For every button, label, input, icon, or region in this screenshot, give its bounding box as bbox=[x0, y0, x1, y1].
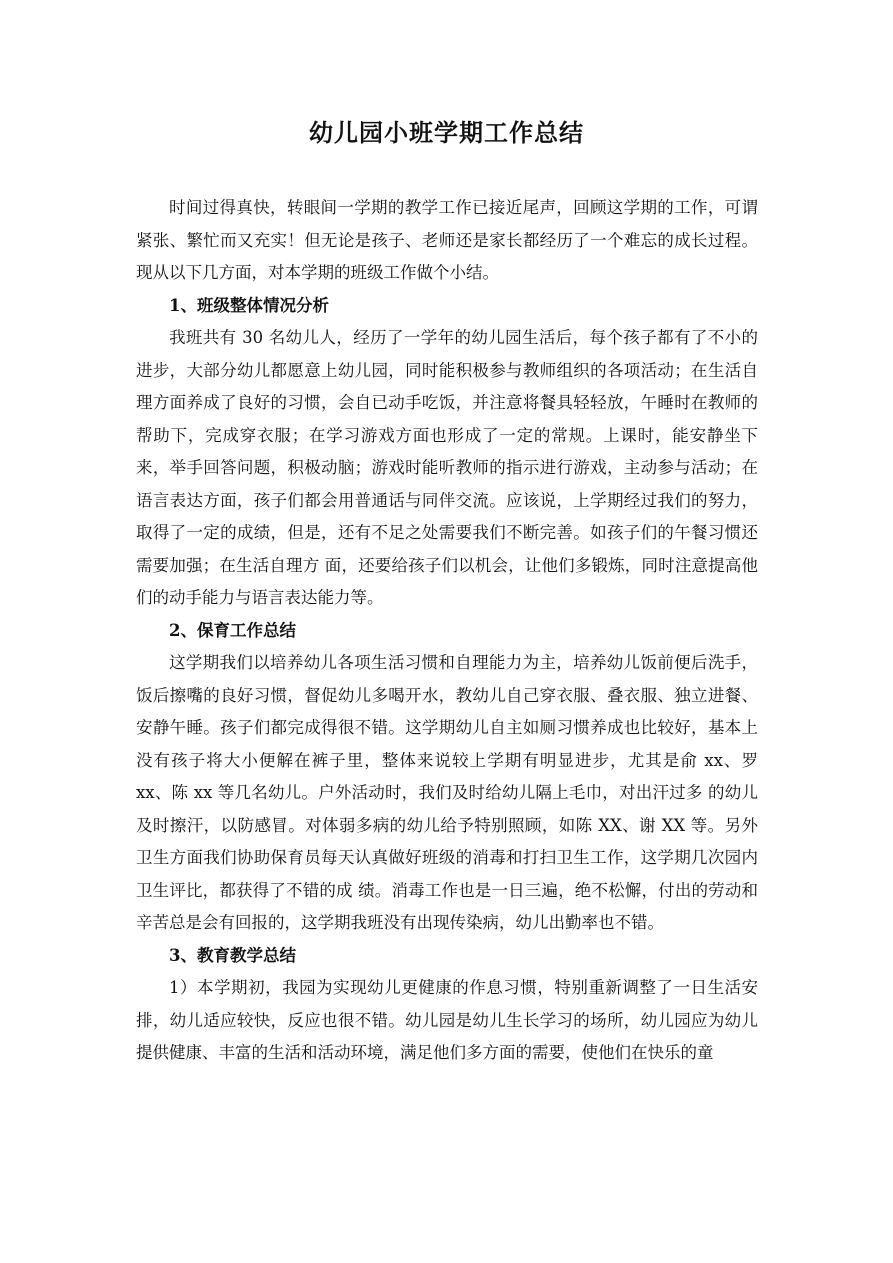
section-paragraph-teaching: 1）本学期初，我园为实现幼儿更健康的作息习惯，特别重新调整了一日生活安排，幼儿适应较快，反应也很不错。幼儿园是幼儿生长学习的场所，幼儿园应为幼儿提供健康、丰富的生活和活动环境，满足他们多方面的需要，使他们在快乐的童 bbox=[136, 978, 758, 1062]
section-heading-class-overview: 1、班级整体情况分析 bbox=[169, 295, 329, 315]
document-body bbox=[136, 192, 758, 1070]
document-title: 幼儿园小班学期工作总结 bbox=[309, 118, 584, 147]
intro-paragraph: 时间过得真快，转眼间一学期的教学工作已接近尾声，回顾这学期的工作，可谓紧张、繁忙而又充实！但无论是孩子、老师还是家长都经历了一个难忘的成长过程。现从以下几方面，对本学期的班级工作做个小结。 bbox=[136, 198, 758, 282]
section-heading-teaching: 3、教育教学总结 bbox=[169, 945, 296, 965]
section-paragraph-care-work: 这学期我们以培养幼儿各项生活习惯和自理能力为主，培养幼儿饭前便后洗手，饭后擦嘴的良好习惯，督促幼儿多喝开水，教幼儿自己穿衣服、叠衣服、独立进餐、安静午睡。孩子们都完成得很不错。这学期幼儿自主如厕习惯养成也比较好，基本上没有孩子将大小便解在裤子里，整体来说较上学期有明显进步，尤其是俞 xx、罗 xx、陈 xx 等几名幼儿。户外活动时，我们及时给幼儿隔上毛巾，对出汗过多 的幼儿及时擦汗，以防感冒。对体弱多病的幼儿给予特别照顾，如陈 XX、谢 XX 等。另外卫生方面我们协助保育员每天认真做好班级的消毒和打扫卫生工作，这学期几次园内卫生评比，都获得了不错的成 绩。消毒工作也是一日三遍，绝不松懈，付出的劳动和辛苦总是会有回报的，这学期我班没有出现传染病，幼儿出勤率也不错。 bbox=[136, 653, 758, 932]
section-paragraph-class-overview: 我班共有 30 名幼儿人，经历了一学年的幼儿园生活后，每个孩子都有了不小的进步，大部分幼儿都愿意上幼儿园，同时能积极参与教师组织的各项活动；在生活自理方面养成了良好的习惯，会自已动手吃饭，并注意将餐具轻轻放，午睡时在教师的帮助下，完成穿衣服；在学习游戏方面也形成了一定的常规。上课时，能安静坐下来，举手回答问题，积极动脑；游戏时能听教师的指示进行游戏，主动参与活动；在语言表达方面，孩子们都会用普通话与同伴交流。应该说，上学期经过我们的努力，取得了一定的成绩，但是，还有不足之处需要我们不断完善。如孩子们的午餐习惯还需要加强；在生活自理方 面，还要给孩子们以机会，让他们多锻炼，同时注意提高他们的动手能力与语言表达能力等。 bbox=[136, 328, 758, 607]
section-heading-care-work: 2、保育工作总结 bbox=[169, 620, 296, 640]
